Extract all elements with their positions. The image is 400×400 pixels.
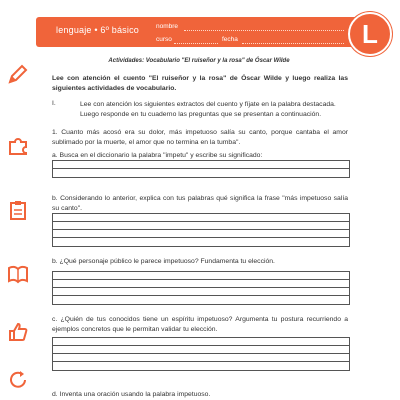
- excerpt-text: 1. Cuanto más acosó era su dolor, más impetuoso salía su canto, porque cantaba el amor sublimado por la muerte, el amor que no termina en la tumba".: [52, 129, 348, 146]
- name-field[interactable]: [184, 30, 344, 31]
- document-title: Actividades: Vocabulario "El ruiseñor y la rosa" de Óscar Wilde: [108, 58, 290, 64]
- question-a: a. Busca en el diccionario la palabra "impetu" y escribe su significado:: [52, 152, 263, 159]
- intro-text: Lee con atención el cuento "El ruiseñor y la rosa" de Óscar Wilde y luego realiza las siguientes actividades de vocabulario.: [52, 75, 348, 92]
- answer-lines-c[interactable]: [52, 271, 350, 305]
- subject-label: lenguaje • 6º básico: [56, 25, 139, 35]
- header-bar: [36, 17, 362, 47]
- section-numeral: I.: [52, 100, 56, 107]
- question-c: b. ¿Qué personaje público le parece impetuoso? Fundamenta tu elección.: [52, 258, 275, 265]
- answer-lines-b[interactable]: [52, 213, 350, 247]
- course-field[interactable]: [174, 43, 218, 44]
- puzzle-icon: [6, 134, 30, 158]
- date-field[interactable]: [242, 43, 344, 44]
- course-label: curso: [156, 36, 172, 43]
- clipboard-icon: [6, 198, 30, 222]
- book-icon: [6, 262, 30, 286]
- name-label: nombre: [156, 23, 179, 30]
- question-b: b. Considerando lo anterior, explica con tus palabras qué significa la frase "más impetuoso salía su canto".: [52, 195, 348, 212]
- sidebar: [0, 0, 36, 400]
- date-label: fecha: [222, 36, 238, 43]
- subject-badge: L: [348, 12, 392, 56]
- refresh-icon: [6, 368, 30, 392]
- section-instructions-2: Luego responde en tu cuaderno las preguntas que se presentan a continuación.: [80, 111, 322, 118]
- question-e: d. Inventa una oración usando la palabra impetuoso.: [52, 391, 211, 398]
- pencil-icon: [6, 62, 30, 86]
- section-instructions-1: Lee con atención los siguientes extractos del cuento y fíjate en la palabra destacada.: [80, 101, 336, 108]
- answer-lines-a[interactable]: [52, 160, 350, 178]
- question-d: c. ¿Quién de tus conocidos tiene un espíritu impetuoso? Argumenta tu postura recurriendo a ejemplos concretos que le permitan validar tu elección.: [52, 316, 348, 333]
- answer-lines-d[interactable]: [52, 337, 350, 371]
- thumbs-up-icon: [6, 320, 30, 344]
